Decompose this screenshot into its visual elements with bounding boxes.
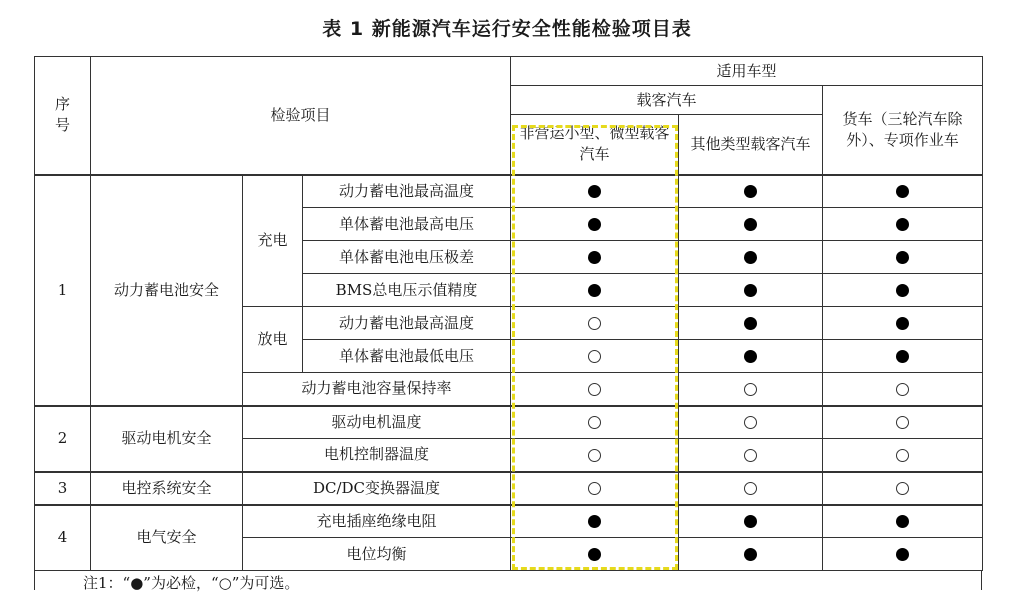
table-row xyxy=(35,406,983,439)
header-small-passenger: 非营运小型、微型载客汽车 xyxy=(511,115,679,175)
mark-cell xyxy=(679,274,823,307)
header-passenger: 载客汽车 xyxy=(511,86,823,115)
required-dot-icon xyxy=(896,218,909,231)
item-cell: 单体蓄电池电压极差 xyxy=(303,241,511,274)
group-seq: 3 xyxy=(35,472,91,505)
mark-cell xyxy=(679,538,823,571)
mark-cell xyxy=(823,274,983,307)
mark-cell xyxy=(511,538,679,571)
header-seq: 序号 xyxy=(35,57,91,175)
required-dot-icon xyxy=(744,251,757,264)
group-seq: 2 xyxy=(35,406,91,472)
required-dot-icon xyxy=(744,218,757,231)
mark-cell xyxy=(823,340,983,373)
table-title: 表 1 新能源汽车运行安全性能检验项目表 xyxy=(322,18,692,40)
mark-cell xyxy=(679,439,823,472)
optional-circle-icon xyxy=(896,482,909,495)
group-name: 动力蓄电池安全 xyxy=(91,175,243,406)
required-dot-icon xyxy=(896,251,909,264)
required-dot-icon xyxy=(588,548,601,561)
mark-cell xyxy=(679,208,823,241)
item-cell: 电位均衡 xyxy=(243,538,511,571)
required-dot-icon xyxy=(744,548,757,561)
subgroup-discharge: 放电 xyxy=(243,307,303,373)
optional-circle-icon xyxy=(588,449,601,462)
table-row xyxy=(35,505,983,538)
mark-cell xyxy=(679,241,823,274)
mark-cell xyxy=(511,406,679,439)
mark-cell xyxy=(679,406,823,439)
required-dot-icon xyxy=(588,251,601,264)
mark-cell xyxy=(823,472,983,505)
optional-circle-icon xyxy=(896,383,909,396)
mark-cell xyxy=(679,307,823,340)
group-seq: 1 xyxy=(35,175,91,406)
optional-circle-icon xyxy=(744,383,757,396)
mark-cell xyxy=(679,340,823,373)
optional-circle-icon xyxy=(896,449,909,462)
mark-cell xyxy=(511,340,679,373)
optional-circle-icon xyxy=(588,317,601,330)
mark-cell xyxy=(679,175,823,208)
mark-cell xyxy=(823,406,983,439)
mark-cell xyxy=(679,505,823,538)
item-cell: 动力蓄电池最高温度 xyxy=(303,175,511,208)
item-cell: DC/DC变换器温度 xyxy=(243,472,511,505)
item-cell: 驱动电机温度 xyxy=(243,406,511,439)
optional-circle-icon xyxy=(588,383,601,396)
mark-cell xyxy=(823,538,983,571)
optional-circle-icon xyxy=(744,416,757,429)
optional-circle-icon xyxy=(744,482,757,495)
header-applicable: 适用车型 xyxy=(511,57,983,86)
item-cell: 单体蓄电池最低电压 xyxy=(303,340,511,373)
group-name: 电气安全 xyxy=(91,505,243,571)
required-dot-icon xyxy=(744,185,757,198)
optional-circle-icon xyxy=(588,416,601,429)
header-item: 检验项目 xyxy=(91,57,511,175)
required-dot-icon xyxy=(588,284,601,297)
mark-cell xyxy=(823,307,983,340)
item-cell: 充电插座绝缘电阻 xyxy=(243,505,511,538)
required-dot-icon xyxy=(588,515,601,528)
table-row xyxy=(35,472,983,505)
mark-cell xyxy=(511,307,679,340)
mark-cell xyxy=(511,241,679,274)
inspection-table xyxy=(34,56,983,571)
group-name: 驱动电机安全 xyxy=(91,406,243,472)
required-dot-icon xyxy=(896,548,909,561)
required-dot-icon xyxy=(896,317,909,330)
header-truck: 货车（三轮汽车除外）、专项作业车 xyxy=(823,86,983,175)
mark-cell xyxy=(511,472,679,505)
item-cell: 单体蓄电池最高电压 xyxy=(303,208,511,241)
mark-cell xyxy=(823,439,983,472)
group-seq: 4 xyxy=(35,505,91,571)
item-cell: 电机控制器温度 xyxy=(243,439,511,472)
optional-circle-icon xyxy=(588,482,601,495)
mark-cell xyxy=(511,175,679,208)
optional-circle-icon xyxy=(588,350,601,363)
mark-cell xyxy=(511,439,679,472)
optional-circle-icon xyxy=(896,416,909,429)
required-dot-icon xyxy=(896,284,909,297)
mark-cell xyxy=(823,208,983,241)
optional-circle-icon xyxy=(744,449,757,462)
required-dot-icon xyxy=(744,350,757,363)
required-dot-icon xyxy=(744,284,757,297)
mark-cell xyxy=(679,472,823,505)
required-dot-icon xyxy=(588,218,601,231)
mark-cell xyxy=(823,241,983,274)
required-dot-icon xyxy=(588,185,601,198)
mark-cell xyxy=(823,373,983,406)
required-dot-icon xyxy=(744,317,757,330)
subgroup-charge: 充电 xyxy=(243,175,303,307)
item-cell: 动力蓄电池最高温度 xyxy=(303,307,511,340)
mark-cell xyxy=(511,208,679,241)
mark-cell xyxy=(823,175,983,208)
required-dot-icon xyxy=(896,185,909,198)
mark-cell xyxy=(679,373,823,406)
mark-cell xyxy=(511,373,679,406)
mark-cell xyxy=(823,505,983,538)
item-cell: 动力蓄电池容量保持率 xyxy=(243,373,511,406)
group-name: 电控系统安全 xyxy=(91,472,243,505)
required-dot-icon xyxy=(744,515,757,528)
mark-cell xyxy=(511,505,679,538)
table-row xyxy=(35,175,983,208)
table-note: 注1：“●”为必检，“○”为可选。 xyxy=(34,570,982,590)
required-dot-icon xyxy=(896,515,909,528)
header-other-passenger: 其他类型载客汽车 xyxy=(679,115,823,175)
item-cell: BMS总电压示值精度 xyxy=(303,274,511,307)
mark-cell xyxy=(511,274,679,307)
required-dot-icon xyxy=(896,350,909,363)
